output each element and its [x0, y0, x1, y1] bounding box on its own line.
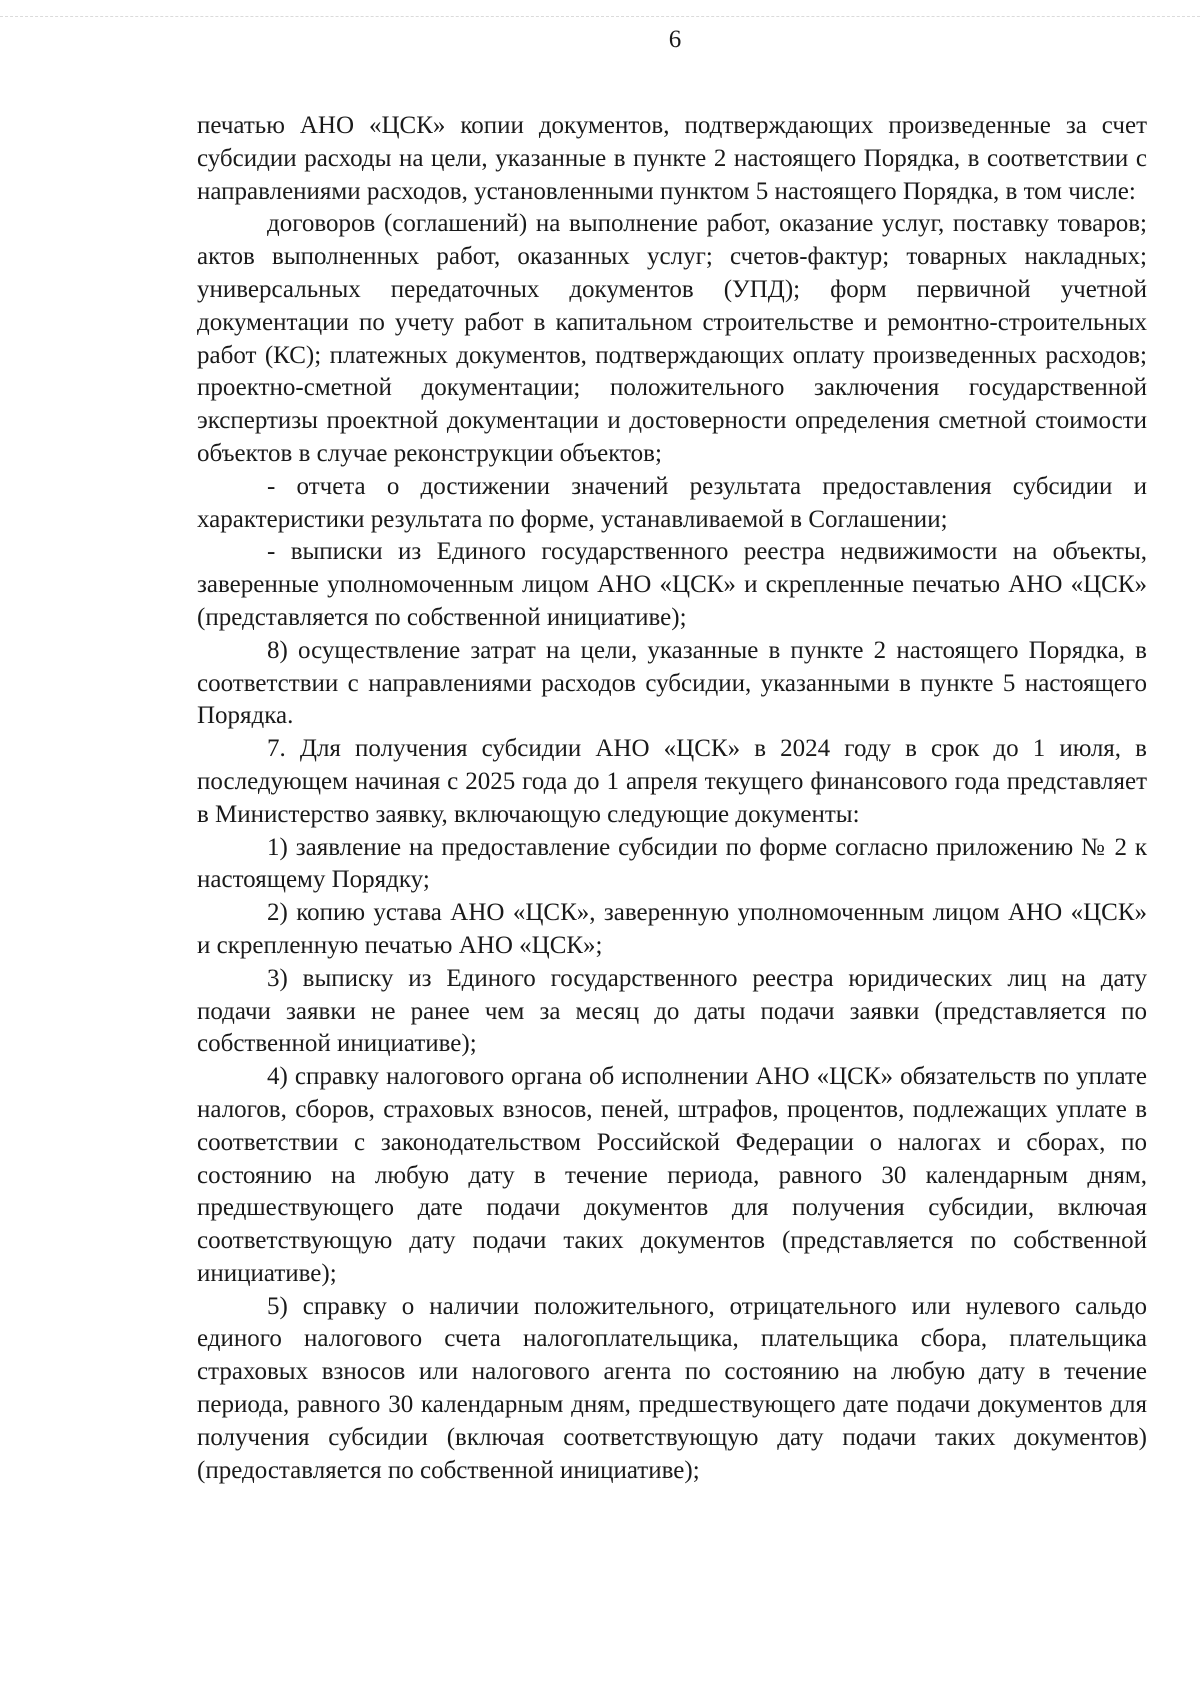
paragraph-item-3: 3) выписку из Единого государственного реестра юридических лиц на дату подачи заявки не ранее чем за месяц до даты подачи заявки (представляется по собственной инициативе); — [197, 964, 1147, 1058]
paragraph-item-1: 1) заявление на предоставление субсидии по форме согласно приложению № 2 к настоящему Порядку; — [197, 833, 1147, 894]
paragraph-registry-extract: - выписки из Единого государственного реестра недвижимости на объекты, заверенные уполномоченным лицом АНО «ЦСК» и скрепленные печатью АНО «ЦСК» (представляется по собственной инициативе); — [197, 538, 1147, 631]
paragraph-item-2: 2) копию устава АНО «ЦСК», заверенную уполномоченным лицом АНО «ЦСК» и скрепленную печатью АНО «ЦСК»; — [197, 899, 1147, 959]
paragraph-item-5: 5) справку о наличии положительного, отрицательного или нулевого сальдо единого налогового счета налогоплательщика, плательщика сбора, плательщика страховых взносов или налогового агента по состоянию на любую дату в течение периода, равного 30 календарным дням, предшествующего дате подачи документов для получения субсидии (включая соответствующую дату подачи таких документов) (предоставляется по собственной инициативе); — [197, 1292, 1147, 1484]
scan-edge-line — [0, 16, 1200, 19]
paragraph-documents-list: договоров (соглашений) на выполнение работ, оказание услуг, поставку товаров; актов выполненных работ, оказанных услуг; счетов-фактур; товарных накладных; универсальных передаточных документов (УПД); форм первичной учетной документации по учету работ в капитальном строительстве и ремонтно-строительных работ (КС); платежных документов, подтверждающих оплату произведенных расходов; проектно-сметной документации; положительного заключения государственной экспертизы проектной документации и достоверности определения сметной стоимости объектов в случае реконструкции объектов; — [197, 210, 1147, 467]
paragraph-item-8: 8) осуществление затрат на цели, указанные в пункте 2 настоящего Порядка, в соответствии с направлениями расходов субсидии, указанными в пункте 5 настоящего Порядка. — [197, 636, 1147, 730]
paragraph-section-7: 7. Для получения субсидии АНО «ЦСК» в 2024 году в срок до 1 июля, в последующем начиная с 2025 года до 1 апреля текущего финансового года представляет в Министерство заявку, включающую следующие документы: — [197, 735, 1147, 828]
document-body — [197, 110, 1147, 1487]
page-number: 6 — [668, 26, 682, 53]
paragraph-continuation: печатью АНО «ЦСК» копии документов, подтверждающих произведенные за счет субсидии расходы на цели, указанные в пункте 2 настоящего Порядка, в соответствии с направлениями расходов, установленными пунктом 5 настоящего Порядка, в том числе: — [197, 112, 1147, 205]
paragraph-report: - отчета о достижении значений результата предоставления субсидии и характеристики результата по форме, устанавливаемой в Соглашении; — [197, 472, 1147, 533]
paragraph-item-4: 4) справку налогового органа об исполнении АНО «ЦСК» обязательств по уплате налогов, сборов, страховых взносов, пеней, штрафов, процентов, подлежащих уплате в соответствии с законодательством Российской Федерации о налогах и сборах, по состоянию на любую дату в течение периода, равного 30 календарным дням, предшествующего дате подачи документов для получения субсидии, включая соответствующую дату подачи таких документов (представляется по собственной инициативе); — [197, 1063, 1147, 1287]
